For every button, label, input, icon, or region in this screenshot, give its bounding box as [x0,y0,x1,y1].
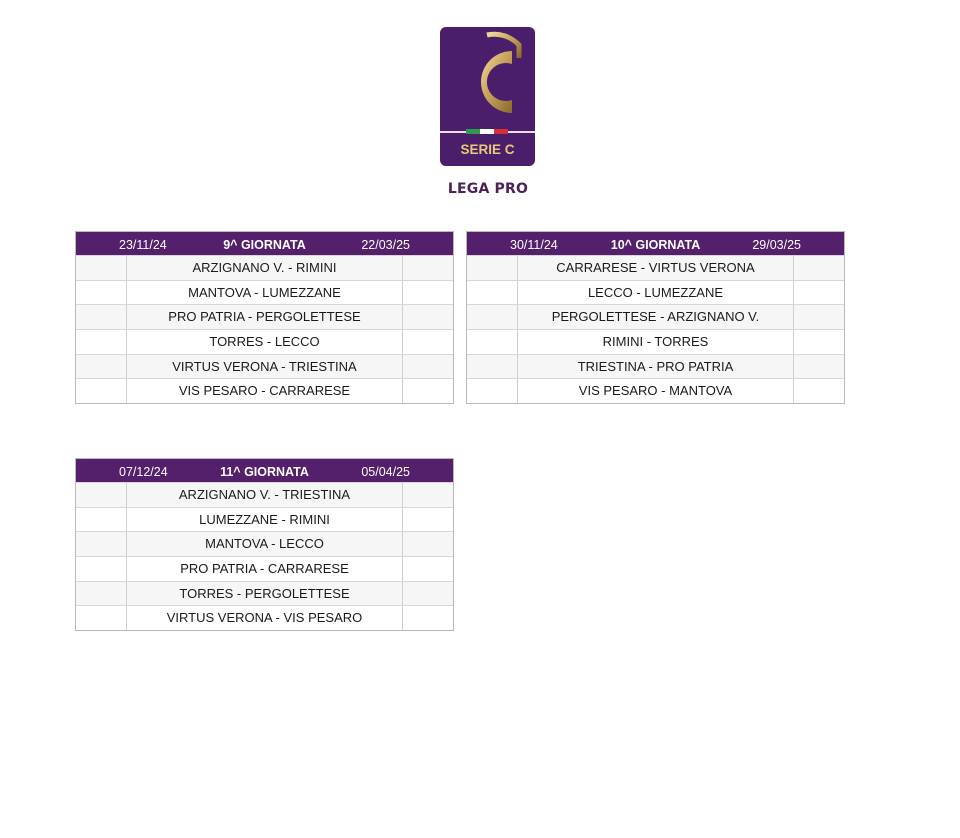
match-label: RIMINI - TORRES [602,334,709,350]
match-row [76,354,453,379]
match-row [467,378,844,403]
score-cell-home [76,606,127,630]
match-label: LUMEZZANE - RIMINI [199,511,330,527]
first-leg-date: 30/11/24 [510,238,558,252]
score-cell-away [793,305,844,329]
score-cell-home [467,305,518,329]
first-leg-date: 23/11/24 [119,238,167,252]
match-label: TORRES - LECCO [209,334,320,350]
match-row [76,605,453,630]
match-row [76,507,453,532]
return-leg-date: 05/04/25 [361,465,410,479]
match-row [467,280,844,305]
first-leg-date: 07/12/24 [119,465,168,479]
round-table-9 [75,231,454,404]
match-label: VIS PESARO - CARRARESE [178,383,351,399]
match-label: PRO PATRIA - CARRARESE [180,561,349,577]
score-cell-home [76,330,127,354]
round-table-10 [466,231,845,404]
score-cell-away [793,281,844,305]
score-cell-away [402,557,453,581]
score-cell-home [76,532,127,556]
score-cell-away [793,379,844,403]
match-row [76,556,453,581]
serie-c-logo [440,27,535,166]
match-label: VIRTUS VERONA - TRIESTINA [172,358,357,374]
score-cell-home [467,330,518,354]
match-label: MANTOVA - LECCO [205,536,324,552]
score-cell-home [76,355,127,379]
match-label: VIRTUS VERONA - VIS PESARO [166,610,363,626]
match-row [76,482,453,507]
match-row [467,255,844,280]
score-cell-home [76,557,127,581]
score-cell-away [793,330,844,354]
score-cell-away [402,582,453,606]
match-label: PRO PATRIA - PERGOLETTESE [168,309,361,325]
match-row [76,531,453,556]
round-header [76,459,453,482]
match-list [467,255,844,403]
match-label: TORRES - PERGOLETTESE [179,585,350,601]
score-cell-home [76,305,127,329]
match-label: LECCO - LUMEZZANE [587,284,724,300]
match-label: ARZIGNANO V. - RIMINI [192,260,337,275]
return-leg-date: 22/03/25 [361,238,410,252]
score-cell-away [402,281,453,305]
score-cell-home [76,483,127,507]
score-cell-away [402,379,453,403]
score-cell-home [76,379,127,403]
score-cell-home [467,355,518,379]
match-label: VIS PESARO - MANTOVA [578,383,733,399]
score-cell-home [76,256,127,280]
score-cell-home [76,582,127,606]
score-cell-home [76,508,127,532]
score-cell-away [402,508,453,532]
serie-c-logo-graphic [440,27,535,166]
score-cell-home [76,281,127,305]
round-title: 10^ GIORNATA [610,238,701,252]
match-row [76,378,453,403]
match-row [467,354,844,379]
match-label: CARRARESE - VIRTUS VERONA [556,260,755,275]
score-cell-away [402,483,453,507]
round-header [467,232,844,255]
match-row [76,304,453,329]
score-cell-home [467,379,518,403]
match-label: TRIESTINA - PRO PATRIA [577,358,734,374]
match-list [76,255,453,403]
logo-text: SERIE C [460,142,515,157]
score-cell-away [402,330,453,354]
match-label: ARZIGNANO V. - TRIESTINA [178,487,351,502]
score-cell-away [793,256,844,280]
match-row [76,581,453,606]
match-row [467,304,844,329]
match-row [76,280,453,305]
match-row [76,329,453,354]
match-row [76,255,453,280]
return-leg-date: 29/03/25 [752,238,801,252]
logo-caption: LEGA PRO [447,181,529,197]
score-cell-away [402,256,453,280]
score-cell-away [402,355,453,379]
round-title: 11^ GIORNATA [220,465,309,479]
round-table-11 [75,458,454,631]
score-cell-home [467,256,518,280]
match-label: MANTOVA - LUMEZZANE [188,284,341,300]
match-list [76,482,453,630]
match-label: PERGOLETTESE - ARZIGNANO V. [551,309,760,325]
score-cell-home [467,281,518,305]
match-row [467,329,844,354]
score-cell-away [402,606,453,630]
score-cell-away [793,355,844,379]
score-cell-away [402,305,453,329]
score-cell-away [402,532,453,556]
round-header [76,232,453,255]
round-title: 9^ GIORNATA [223,238,306,252]
